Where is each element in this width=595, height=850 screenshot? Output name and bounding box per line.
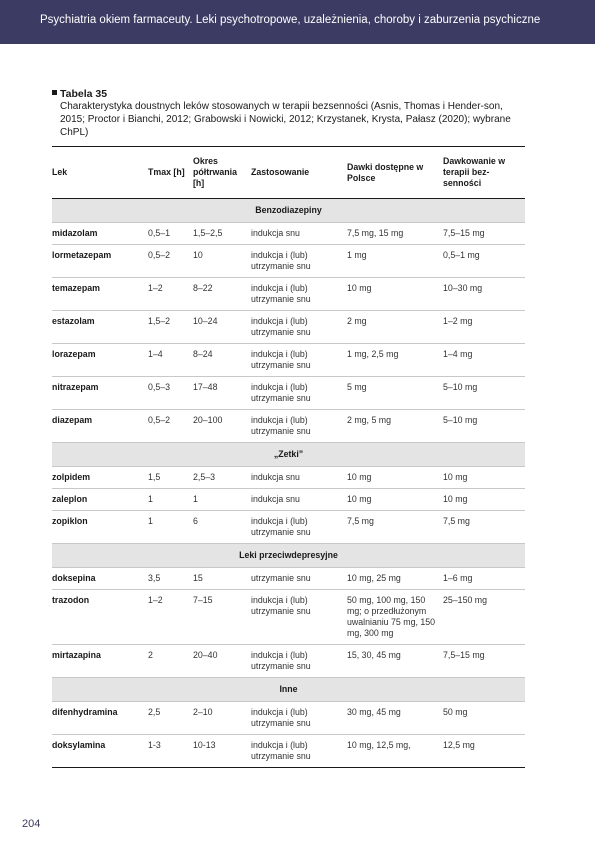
section-title: Leki przeciwdepresyjne — [52, 544, 525, 568]
table-row — [52, 511, 525, 544]
table-row — [52, 223, 525, 245]
table-row — [52, 344, 525, 377]
drug-name-cell: doksylamina — [52, 735, 148, 768]
table-row — [52, 590, 525, 645]
use-cell: indukcja i (lub) utrzymanie snu — [251, 311, 347, 344]
half-life-cell: 1,5–2,5 — [193, 223, 251, 245]
insomnia-drugs-table — [52, 146, 525, 768]
drug-name-cell: difenhydramina — [52, 702, 148, 735]
use-cell: utrzymanie snu — [251, 568, 347, 590]
dosing-cell: 10–30 mg — [443, 278, 525, 311]
half-life-cell: 8–22 — [193, 278, 251, 311]
available-doses-cell: 2 mg — [347, 311, 443, 344]
use-cell: indukcja i (lub) utrzymanie snu — [251, 511, 347, 544]
dosing-cell: 25–150 mg — [443, 590, 525, 645]
use-cell: indukcja i (lub) utrzymanie snu — [251, 735, 347, 768]
available-doses-cell: 2 mg, 5 mg — [347, 410, 443, 443]
drug-name-cell: estazolam — [52, 311, 148, 344]
dosing-cell: 5–10 mg — [443, 410, 525, 443]
available-doses-cell: 7,5 mg — [347, 511, 443, 544]
tmax-cell: 1–2 — [148, 590, 193, 645]
section-title: Inne — [52, 678, 525, 702]
table-row — [52, 311, 525, 344]
tmax-cell: 1 — [148, 511, 193, 544]
available-doses-cell: 7,5 mg, 15 mg — [347, 223, 443, 245]
bullet-square-icon — [52, 90, 57, 95]
running-header-title: Psychiatria okiem farmaceuty. Leki psychotropowe, uzależnienia, choroby i zaburzenia psychiczne — [40, 14, 541, 26]
table-row — [52, 467, 525, 489]
dosing-cell: 7,5–15 mg — [443, 223, 525, 245]
table-row — [52, 702, 525, 735]
use-cell: indukcja i (lub) utrzymanie snu — [251, 590, 347, 645]
available-doses-cell: 10 mg, 12,5 mg, — [347, 735, 443, 768]
half-life-cell: 20–40 — [193, 645, 251, 678]
half-life-cell: 2–10 — [193, 702, 251, 735]
dosing-cell: 10 mg — [443, 489, 525, 511]
available-doses-cell: 5 mg — [347, 377, 443, 410]
use-cell: indukcja i (lub) utrzymanie snu — [251, 410, 347, 443]
table-row — [52, 377, 525, 410]
half-life-cell: 8–24 — [193, 344, 251, 377]
drug-name-cell: lormetazepam — [52, 245, 148, 278]
drug-name-cell: nitrazepam — [52, 377, 148, 410]
drug-name-cell: diazepam — [52, 410, 148, 443]
half-life-cell: 7–15 — [193, 590, 251, 645]
column-header-available-doses: Dawki dostępne w Polsce — [347, 147, 443, 199]
available-doses-cell: 10 mg, 25 mg — [347, 568, 443, 590]
section-row — [52, 443, 525, 467]
table-row — [52, 568, 525, 590]
half-life-cell: 15 — [193, 568, 251, 590]
half-life-cell: 10–24 — [193, 311, 251, 344]
use-cell: indukcja snu — [251, 223, 347, 245]
use-cell: indukcja snu — [251, 467, 347, 489]
dosing-cell: 7,5 mg — [443, 511, 525, 544]
available-doses-cell: 1 mg, 2,5 mg — [347, 344, 443, 377]
table-body — [52, 199, 525, 768]
drug-name-cell: lorazepam — [52, 344, 148, 377]
dosing-cell: 12,5 mg — [443, 735, 525, 768]
use-cell: indukcja i (lub) utrzymanie snu — [251, 702, 347, 735]
half-life-cell: 2,5–3 — [193, 467, 251, 489]
drug-name-cell: mirtazapina — [52, 645, 148, 678]
table-caption: Charakterystyka doustnych leków stosowanych w terapii bezsenności (Asnis, Thomas i Hender-son, 2015; Proctor i Bianchi, 2012; Grabowski i Nowicki, 2012; Krzystanek, Krysta, Pałasz (2020); wybrane ChPL) — [60, 101, 511, 138]
section-title: „Zetki” — [52, 443, 525, 467]
use-cell: indukcja snu — [251, 489, 347, 511]
tmax-cell: 0,5–3 — [148, 377, 193, 410]
use-cell: indukcja i (lub) utrzymanie snu — [251, 278, 347, 311]
half-life-cell: 6 — [193, 511, 251, 544]
half-life-cell: 1 — [193, 489, 251, 511]
tmax-cell: 0,5–1 — [148, 223, 193, 245]
table-row — [52, 735, 525, 768]
tmax-cell: 2 — [148, 645, 193, 678]
column-header-tmax: Tmax [h] — [148, 147, 193, 199]
table-row — [52, 410, 525, 443]
page-number: 204 — [22, 818, 41, 830]
tmax-cell: 1–2 — [148, 278, 193, 311]
tmax-cell: 0,5–2 — [148, 410, 193, 443]
dosing-cell: 1–4 mg — [443, 344, 525, 377]
column-header-use: Zastosowanie — [251, 147, 347, 199]
use-cell: indukcja i (lub) utrzymanie snu — [251, 245, 347, 278]
column-header-lek: Lek — [52, 147, 148, 199]
available-doses-cell: 10 mg — [347, 467, 443, 489]
available-doses-cell: 30 mg, 45 mg — [347, 702, 443, 735]
column-header-half-life: Okres półtrwania [h] — [193, 147, 251, 199]
available-doses-cell: 15, 30, 45 mg — [347, 645, 443, 678]
table-label-text: Tabela 35 — [60, 88, 108, 100]
drug-name-cell: midazolam — [52, 223, 148, 245]
table-row — [52, 245, 525, 278]
available-doses-cell: 10 mg — [347, 489, 443, 511]
dosing-cell: 0,5–1 mg — [443, 245, 525, 278]
tmax-cell: 3,5 — [148, 568, 193, 590]
available-doses-cell: 1 mg — [347, 245, 443, 278]
table-row — [52, 489, 525, 511]
tmax-cell: 1,5 — [148, 467, 193, 489]
tmax-cell: 1,5–2 — [148, 311, 193, 344]
available-doses-cell: 10 mg — [347, 278, 443, 311]
half-life-cell: 10-13 — [193, 735, 251, 768]
tmax-cell: 1–4 — [148, 344, 193, 377]
section-row — [52, 199, 525, 223]
half-life-cell: 17–48 — [193, 377, 251, 410]
dosing-cell: 7,5–15 mg — [443, 645, 525, 678]
column-header-dosing: Dawkowanie w terapii bez-senności — [443, 147, 525, 199]
section-row — [52, 678, 525, 702]
header-bar — [0, 0, 595, 44]
dosing-cell: 1–2 mg — [443, 311, 525, 344]
tmax-cell: 1 — [148, 489, 193, 511]
drug-name-cell: temazepam — [52, 278, 148, 311]
section-title: Benzodiazepiny — [52, 199, 525, 223]
use-cell: indukcja i (lub) utrzymanie snu — [251, 377, 347, 410]
dosing-cell: 50 mg — [443, 702, 525, 735]
half-life-cell: 20–100 — [193, 410, 251, 443]
use-cell: indukcja i (lub) utrzymanie snu — [251, 344, 347, 377]
tmax-cell: 2,5 — [148, 702, 193, 735]
drug-name-cell: zolpidem — [52, 467, 148, 489]
drug-name-cell: zopiklon — [52, 511, 148, 544]
drug-name-cell: trazodon — [52, 590, 148, 645]
table-row — [52, 278, 525, 311]
section-row — [52, 544, 525, 568]
drug-name-cell: doksepina — [52, 568, 148, 590]
table-header-row — [52, 147, 525, 199]
dosing-cell: 1–6 mg — [443, 568, 525, 590]
half-life-cell: 10 — [193, 245, 251, 278]
tmax-cell: 0,5–2 — [148, 245, 193, 278]
dosing-cell: 10 mg — [443, 467, 525, 489]
tmax-cell: 1-3 — [148, 735, 193, 768]
use-cell: indukcja i (lub) utrzymanie snu — [251, 645, 347, 678]
available-doses-cell: 50 mg, 100 mg, 150 mg; o przedłużonym uwalnianiu 75 mg, 150 mg, 300 mg — [347, 590, 443, 645]
drug-name-cell: zaleplon — [52, 489, 148, 511]
dosing-cell: 5–10 mg — [443, 377, 525, 410]
table-label — [52, 88, 107, 100]
table-row — [52, 645, 525, 678]
